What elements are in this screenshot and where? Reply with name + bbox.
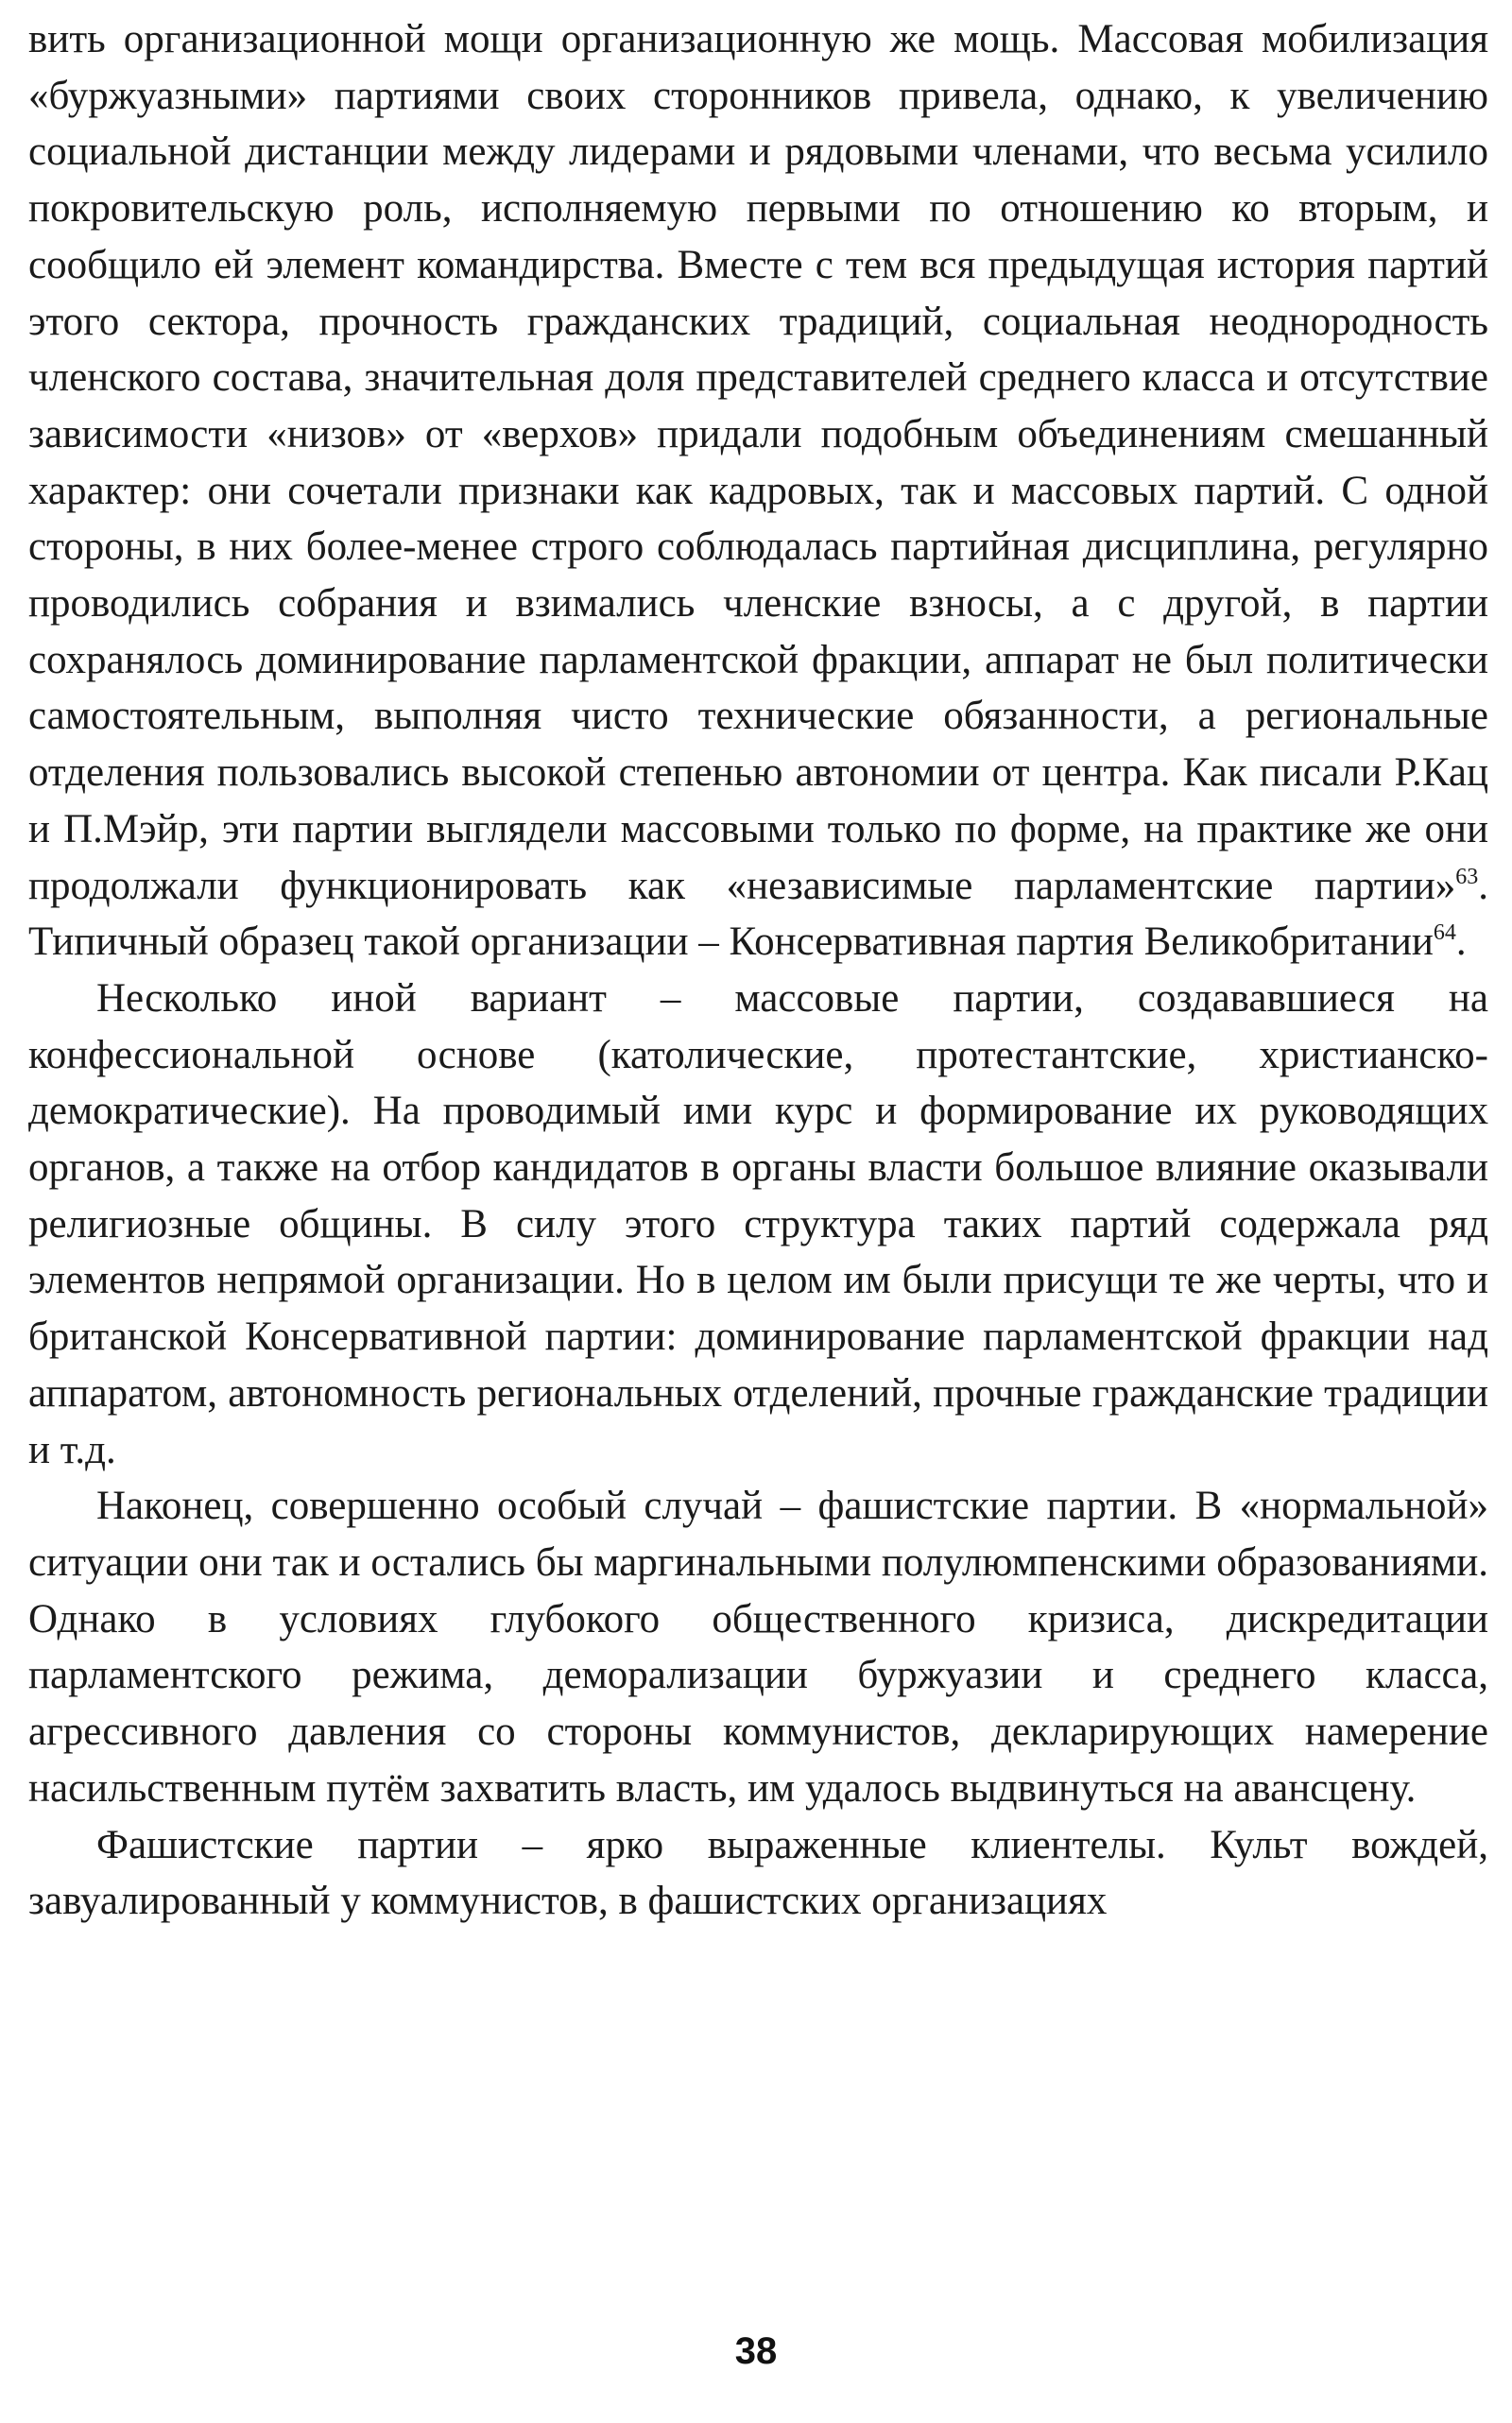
page-number: 38	[734, 2330, 778, 2372]
paragraph-1-text: вить организационной мощи организационную же мощь. Массовая мобилизация «буржуазными» партиями своих сторонников привела, однако, к увеличению социальной дистанции между лидерами и рядовыми членами, что весьма усилило покровительскую роль, исполняемую первыми по отношению ко вторым, и сообщило ей элемент командирства. Вместе с тем вся предыдущая история партий этого сектора, прочность гражданских традиций, социальная неоднородность членского состава, значительная доля представителей среднего класса и отсутствие зависимости «низов» от «верхов» придали подобным объединениям смешанный характер: они сочетали признаки как кадровых, так и массовых партий. С одной стороны, в них более-менее строго соблюдалась партийная дисциплина, регулярно проводились собрания и взимались членские взносы, а с другой, в партии сохранялось доминирование парламентской фракции, аппарат не был политически самостоятельным, выполняя чисто технические обязанности, а региональные отделения пользовались высокой степенью автономии от центра. Как писали Р.Кац и П.Мэйр, эти партии выглядели массовыми только по форме, на практике же они продолжали функционировать как «независимые парламентские партии»	[28, 17, 1488, 908]
paragraph-3: Наконец, совершенно особый случай – фашистские партии. В «нормальной» ситуации они так и остались бы маргинальными полулюмпенскими образованиями. Однако в условиях глубокого общественного кризиса, дискредитации парламентского режима, деморализации буржуазии и среднего класса, агрессивного давления со стороны коммунистов, декларирующих намерение насильственным путём захватить власть, им удалось выдвинуться на авансцену.	[28, 1484, 1488, 1811]
paragraph-1	[28, 11, 1488, 971]
page-body	[28, 11, 1488, 1930]
paragraph-1-text-b: . Типичный образец такой организации – Консервативная партия Великобритании	[28, 863, 1488, 965]
paragraph-1-text-c: .	[1455, 919, 1467, 965]
footnote-ref-64[interactable]: 64	[1433, 920, 1456, 946]
paragraph-4: Фашистские партии – ярко выраженные клиентелы. Культ вождей, завуалированный у коммунистов, в фашистских организациях	[28, 1822, 1488, 1924]
paragraph-2: Несколько иной вариант – массовые партии, создававшиеся на конфессиональной основе (католические, протестантские, христианско-демократические). На проводимый ими курс и формирование их руководящих органов, а также на отбор кандидатов в органы власти большое влияние оказывали религиозные общины. В силу этого структура таких партий содержала ряд элементов непрямой организации. Но в целом им были присущи те же черты, что и британской Консервативной партии: доминирование парламентской фракции над аппаратом, автономность региональных отделений, прочные гражданские традиции и т.д.	[28, 975, 1488, 1472]
footnote-ref-63[interactable]: 63	[1455, 864, 1479, 889]
